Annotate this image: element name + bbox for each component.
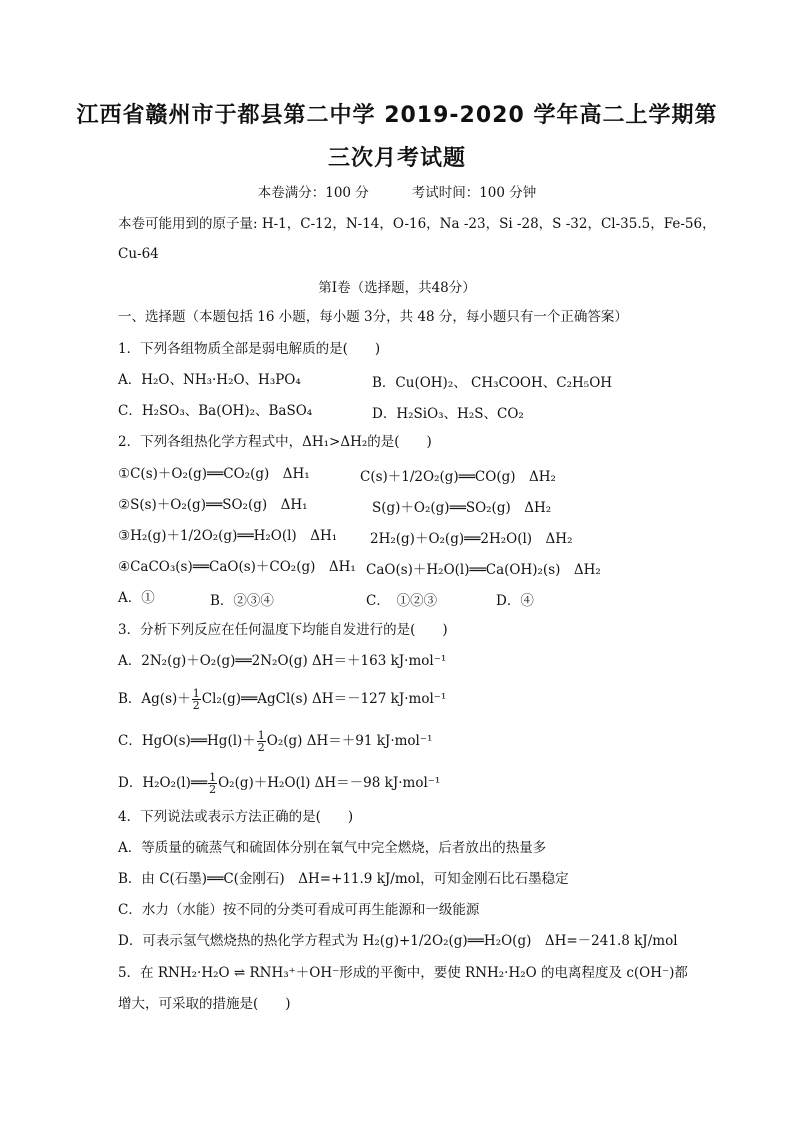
q4-option-d: D．可表示氢气燃烧热的热化学方程式为 H₂(g)+1/2O₂(g)══H₂O(g) ΔH=－241.8 kJ/mol [118, 933, 678, 949]
q2-reaction-2b: S(g)＋O₂(g)══SO₂(g) ΔH₂ [372, 500, 552, 516]
q4-stem: 4．下列说法或表示方法正确的是( ) [118, 809, 354, 825]
fraction-one-half [192, 688, 201, 711]
title-line-2: 三次月考试题 [327, 146, 466, 171]
section1-heading: 一、选择题（本题包括 16 小题，每小题 3分，共 48 分，每小题只有一个正确答案） [118, 309, 628, 325]
fraction-numerator: 1 [257, 729, 265, 742]
q3-option-d [118, 772, 440, 795]
q2-option-d: D．④ [496, 593, 534, 609]
q2-reaction-4b: CaO(s)＋H₂O(l)══Ca(OH)₂(s) ΔH₂ [366, 562, 601, 578]
q1-stem: 1．下列各组物质全部是弱电解质的是( ) [118, 341, 381, 357]
q1-option-d: D．H₂SiO₃、H₂S、CO₂ [372, 406, 524, 422]
q3-option-b-post: Cl₂(g)══AgCl(s) ΔH＝－127 kJ·mol⁻¹ [201, 691, 447, 707]
q3-option-c-pre: C．HgO(s)══Hg(l)＋ [118, 733, 256, 749]
q3-option-c-post: O₂(g) ΔH＝＋91 kJ·mol⁻¹ [266, 733, 433, 749]
q3-stem: 3．分析下列反应在任何温度下均能自发进行的是( ) [118, 622, 448, 638]
q3-option-b-pre: B．Ag(s)＋ [118, 691, 191, 707]
part1-heading: 第Ⅰ卷（选择题，共48分） [318, 280, 476, 296]
q4-option-a: A．等质量的硫蒸气和硫固体分别在氧气中完全燃烧，后者放出的热量多 [118, 840, 547, 856]
fraction-one-half [257, 730, 266, 753]
q2-option-a: A．① [118, 590, 155, 606]
q3-option-b [118, 688, 446, 711]
q3-option-d-pre: D．H₂O₂(l)══ [118, 775, 208, 791]
q2-reaction-3a: ③H₂(g)＋1/2O₂(g)══H₂O(l) ΔH₁ [118, 528, 338, 544]
q2-reaction-1a: ①C(s)＋O₂(g)══CO₂(g) ΔH₁ [118, 466, 310, 482]
fraction-denominator: 2 [209, 783, 217, 796]
exam-meta: 本卷满分：100 分 考试时间：100 分钟 [257, 185, 537, 201]
atomic-mass-line-1: 本卷可能用到的原子量: H-1，C-12，N-14，O-16，Na -23，Si -28，S -32，Cl-35.5，Fe-56， [118, 216, 716, 232]
fraction-numerator: 1 [209, 771, 217, 784]
q2-reaction-4a: ④CaCO₃(s)══CaO(s)＋CO₂(g) ΔH₁ [118, 559, 356, 575]
title-line-1: 江西省赣州市于都县第二中学 2019-2020 学年高二上学期第 [76, 103, 718, 128]
fraction-numerator: 1 [192, 687, 200, 700]
q2-reaction-3b: 2H₂(g)＋O₂(g)══2H₂O(l) ΔH₂ [370, 531, 573, 547]
q1-option-c: C．H₂SO₃、Ba(OH)₂、BaSO₄ [118, 403, 313, 419]
q1-option-b: B．Cu(OH)₂、 CH₃COOH、C₂H₅OH [372, 375, 613, 391]
q1-option-a: A．H₂O、NH₃·H₂O、H₃PO₄ [118, 372, 301, 388]
q2-option-c: C． ①②③ [366, 593, 438, 609]
q3-option-d-post: O₂(g)＋H₂O(l) ΔH＝－98 kJ·mol⁻¹ [218, 775, 441, 791]
q4-option-c: C．水力（水能）按不同的分类可看成可再生能源和一级能源 [118, 902, 480, 918]
q3-option-a: A．2N₂(g)＋O₂(g)══2N₂O(g) ΔH＝＋163 kJ·mol⁻¹ [118, 653, 447, 669]
q3-option-c [118, 730, 432, 753]
q2-reaction-2a: ②S(s)＋O₂(g)══SO₂(g) ΔH₁ [118, 497, 308, 513]
fraction-one-half [208, 772, 217, 795]
q5-stem-line-1: 5．在 RNH₂·H₂O ⇌ RNH₃⁺＋OH⁻形成的平衡中，要使 RNH₂·H₂O 的电离程度及 c(OH⁻)都 [118, 965, 688, 981]
q5-stem-line-2: 增大，可采取的措施是( ) [118, 996, 291, 1012]
q4-option-b: B．由 C(石墨)══C(金刚石) ΔH=+11.9 kJ/mol，可知金刚石比石墨稳定 [118, 871, 569, 887]
q2-stem: 2．下列各组热化学方程式中，ΔH₁>ΔH₂的是( ) [118, 434, 432, 450]
q2-reaction-1b: C(s)＋1/2O₂(g)══CO(g) ΔH₂ [360, 469, 556, 485]
q2-option-b: B．②③④ [210, 593, 274, 609]
fraction-denominator: 2 [257, 741, 265, 754]
atomic-mass-line-2: Cu-64 [118, 246, 159, 262]
fraction-denominator: 2 [192, 699, 200, 712]
